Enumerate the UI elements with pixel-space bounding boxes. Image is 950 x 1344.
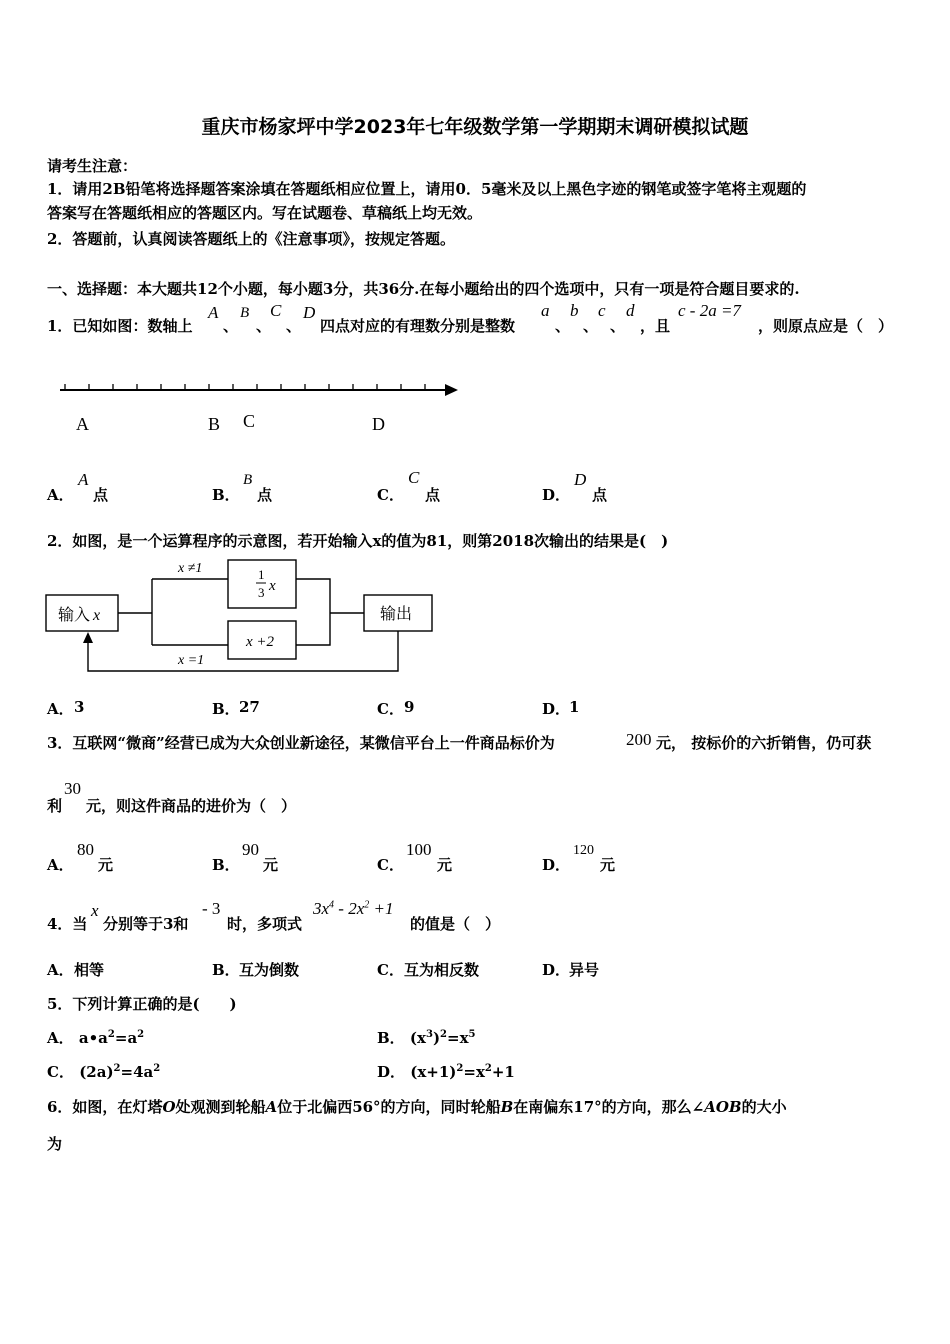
q1-number-line <box>55 378 465 438</box>
q4-option-a-val: 相等 <box>74 961 105 979</box>
section-heading: 一、选择题：本大题共12个小题，每小题3分，共36分.在每小题给出的四个选项中，只有一项是符合题目要求的. <box>47 280 800 298</box>
q2-option-c-val: 9 <box>404 698 415 716</box>
q1-option-b-suffix: 点 <box>257 486 273 504</box>
cond-not-one: x ≠1 <box>178 561 203 576</box>
q1-var-C: C <box>270 301 282 320</box>
q1-option-a-key: A． <box>47 486 74 504</box>
q4-text-4: 的值是（ ） <box>410 915 501 933</box>
q5-option-b: B． $(x^3)^2=x^5$ <box>377 1029 476 1047</box>
q3-text-2: 元， 按标价的六折销售，仍可获 <box>656 734 872 752</box>
q1-var-c: c <box>598 301 606 320</box>
q3-option-d-key: D． <box>542 856 571 874</box>
q1-var-b: b <box>570 301 579 320</box>
q1-var-a: a <box>541 301 550 320</box>
q1-option-c-var: C <box>408 468 420 487</box>
q1-var-d: d <box>626 301 635 320</box>
q1-sep: 、 <box>610 317 626 335</box>
q4-var-x: x <box>91 901 99 920</box>
q4-option-d-key: D． <box>542 961 571 979</box>
q1-option-b-key: B． <box>212 486 240 504</box>
q4-option-d-val: 异号 <box>569 961 600 979</box>
output-label: 输出 <box>380 606 413 623</box>
q1-sep: 、 <box>223 317 239 335</box>
q1-option-b-var: B <box>243 472 253 488</box>
q2-option-d-key: D． <box>542 700 571 718</box>
q5-option-d: D． $(x+1)^2=x^2+1$ <box>377 1063 515 1081</box>
q1-option-c-suffix: 点 <box>425 486 441 504</box>
q3-option-b-key: B． <box>212 856 240 874</box>
q3-profit: 30 <box>64 779 81 798</box>
q1-var-D: D <box>303 303 316 322</box>
fraction-var: x <box>269 578 276 594</box>
notice-heading: 请考生注意： <box>47 157 138 175</box>
q4-text-1: 4．当 <box>47 915 88 933</box>
q1-text-3: ，且 <box>640 317 671 335</box>
q4-neg-three: - 3 <box>202 899 221 918</box>
page-title: 重庆市杨家坪中学2023年七年级数学第一学期期末调研模拟试题 <box>201 116 749 138</box>
feedback-arrow <box>83 632 93 643</box>
q2-stem: 2．如图，是一个运算程序的示意图，若开始输入x的值为81，则第2018次输出的结果是( ) <box>47 532 669 550</box>
q5-option-c: C． $(2a)^2=4a^2$ <box>47 1063 161 1081</box>
q1-option-a-var: A <box>78 470 89 489</box>
axis-label-C: C <box>243 411 256 431</box>
q4-polynomial: $3x^4 - 2x^2 +1$ <box>313 899 394 918</box>
q6-line-2: 为 <box>47 1135 63 1153</box>
q5-stem: 5．下列计算正确的是( ) <box>47 995 237 1013</box>
q2-option-b-key: B． <box>212 700 240 718</box>
q3-option-d-suffix: 元 <box>600 856 616 874</box>
q1-option-d-var: D <box>574 470 587 489</box>
q3-option-a-val: 80 <box>77 840 94 859</box>
q1-sep: 、 <box>555 317 571 335</box>
q1-text-1: 1．已知如图：数轴上 <box>47 317 193 335</box>
q2-option-c-key: C． <box>377 700 404 718</box>
q3-option-c-suffix: 元 <box>437 856 453 874</box>
axis-label-A: A <box>76 414 89 434</box>
q1-sep: 、 <box>583 317 599 335</box>
q3-option-d-val: 120 <box>573 843 594 858</box>
q2-option-a-key: A． <box>47 700 74 718</box>
axis-label-D: D <box>372 414 385 434</box>
q2-option-a-val: 3 <box>74 698 85 716</box>
q3-option-b-val: 90 <box>242 840 259 859</box>
notice-line-1: 1．请用2B铅笔将选择题答案涂填在答题纸相应位置上，请用0．5毫米及以上黑色字迹的钢笔或签字笔将主观题的 <box>47 180 807 198</box>
svg-text:输入x <box>58 606 100 624</box>
q1-var-A: A <box>208 303 219 322</box>
q1-sep: 、 <box>256 317 272 335</box>
q3-option-b-suffix: 元 <box>263 856 279 874</box>
fraction-numerator: 1 <box>258 567 265 582</box>
q3-line2-end: 元，则这件商品的进价为（ ） <box>86 797 297 815</box>
q1-sep: 、 <box>286 317 302 335</box>
q4-text-2: 分别等于3和 <box>103 915 189 933</box>
q1-equation: c - 2a =7 <box>678 301 741 320</box>
fraction-denominator: 3 <box>258 585 265 600</box>
q2-option-d-val: 1 <box>569 698 580 716</box>
notice-line-1b: 答案写在答题纸相应的答题区内。写在试题卷、草稿纸上均无效。 <box>47 204 483 222</box>
q2-option-b-val: 27 <box>239 698 260 716</box>
axis-label-B: B <box>208 414 221 434</box>
q4-option-c-key: C． <box>377 961 404 979</box>
q3-text-1: 3．互联网“微商”经营已成为大众创业新途径，某微信平台上一件商品标价为 <box>47 734 555 752</box>
add-two-label: x +2 <box>246 634 275 650</box>
q2-flow-diagram <box>40 555 440 680</box>
q1-option-c-key: C． <box>377 486 404 504</box>
q3-option-c-key: C． <box>377 856 404 874</box>
q4-option-c-val: 互为相反数 <box>404 961 480 979</box>
q3-line2-start: 利 <box>47 797 63 815</box>
q1-var-B: B <box>240 305 250 321</box>
q4-option-b-val: 互为倒数 <box>239 961 300 979</box>
q1-option-d-key: D． <box>542 486 571 504</box>
q1-text-2: 四点对应的有理数分别是整数 <box>320 317 516 335</box>
q6-line-1: 6．如图，在灯塔O处观测到轮船A位于北偏西56°的方向，同时轮船B在南偏东17°的方向，那么∠AOB的大小 <box>47 1098 787 1116</box>
input-var: x <box>93 607 101 624</box>
q4-option-a-key: A． <box>47 961 74 979</box>
cond-one: x =1 <box>178 653 205 668</box>
q4-text-3: 时，多项式 <box>227 915 303 933</box>
notice-line-2: 2．答题前，认真阅读答题纸上的《注意事项》，按规定答题。 <box>47 230 455 248</box>
q1-option-d-suffix: 点 <box>592 486 608 504</box>
q3-option-c-val: 100 <box>406 840 432 859</box>
q4-option-b-key: B． <box>212 961 240 979</box>
number-line-arrow <box>445 384 458 396</box>
q3-option-a-key: A． <box>47 856 74 874</box>
q3-price: 200 <box>626 730 652 749</box>
q5-option-a: A． $a•a^2=a^2$ <box>47 1029 145 1047</box>
q1-option-a-suffix: 点 <box>93 486 109 504</box>
q1-text-4: ，则原点应是（ ） <box>758 317 894 335</box>
input-label: 输入 <box>58 607 91 624</box>
q3-option-a-suffix: 元 <box>98 856 114 874</box>
